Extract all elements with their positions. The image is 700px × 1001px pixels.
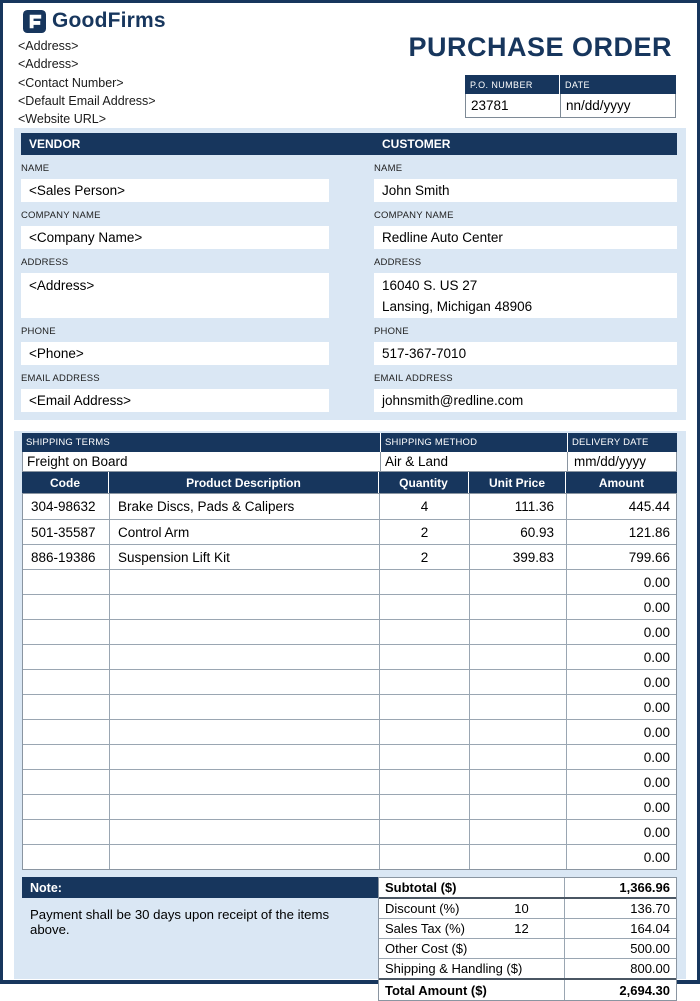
table-row-empty: [23, 819, 676, 844]
customer-address-field[interactable]: [374, 273, 677, 318]
subtotal-row: [379, 878, 676, 899]
item-description-cell[interactable]: [109, 645, 379, 669]
item-unit-price-cell[interactable]: [469, 620, 566, 644]
shipping-values-row: [22, 452, 677, 472]
po-date-field[interactable]: nn/dd/yyyy: [566, 98, 631, 113]
col-header-quantity: Quantity: [378, 472, 468, 493]
item-description-cell[interactable]: [109, 620, 379, 644]
item-unit-price-cell[interactable]: [469, 820, 566, 844]
item-description-cell[interactable]: [109, 670, 379, 694]
subtotal-label-text: Subtotal ($): [385, 880, 457, 895]
item-quantity-cell[interactable]: [379, 820, 469, 844]
item-amount-cell: 0.00: [566, 795, 676, 819]
note-header: Note:: [22, 877, 378, 898]
item-code-cell[interactable]: [23, 645, 109, 669]
item-description-cell[interactable]: Control Arm: [109, 520, 379, 544]
item-unit-price-cell[interactable]: [469, 795, 566, 819]
vendor-name-field[interactable]: <Sales Person>: [21, 179, 329, 202]
brand-logo: [23, 9, 166, 33]
company-address-line: <Address>: [18, 57, 79, 72]
item-code-cell[interactable]: 501-35587: [31, 524, 96, 540]
item-quantity-cell[interactable]: [379, 770, 469, 794]
vendor-email-label: EMAIL ADDRESS: [21, 373, 100, 384]
table-row-empty: [23, 644, 676, 669]
item-code-cell[interactable]: 886-19386: [31, 549, 96, 565]
parties-header-bar: [21, 133, 677, 155]
total-amount-label-text: Total Amount ($): [385, 982, 487, 998]
item-quantity-cell[interactable]: 4: [379, 494, 469, 519]
item-unit-price-cell[interactable]: [469, 595, 566, 619]
item-amount-cell: 0.00: [566, 620, 676, 644]
total-amount-label: [379, 980, 564, 1000]
discount-row: [379, 899, 676, 919]
table-row-empty: [23, 619, 676, 644]
customer-address-label: ADDRESS: [374, 257, 422, 268]
item-quantity-cell[interactable]: [379, 595, 469, 619]
item-unit-price-cell[interactable]: [469, 720, 566, 744]
note-text: Payment shall be 30 days upon receipt of the items above.: [30, 907, 330, 937]
other-cost-row: [379, 939, 676, 959]
item-code-cell[interactable]: [23, 595, 109, 619]
table-row-empty: [23, 794, 676, 819]
item-amount-cell: 445.44: [566, 494, 676, 519]
customer-phone-field[interactable]: 517-367-7010: [374, 342, 677, 365]
items-table-header: [22, 472, 677, 493]
table-row-empty: [23, 719, 676, 744]
item-quantity-cell[interactable]: [379, 745, 469, 769]
shipping-method-field[interactable]: Air & Land: [380, 452, 567, 471]
company-info-block: [18, 37, 156, 128]
delivery-date-field[interactable]: mm/dd/yyyy: [567, 452, 676, 471]
table-row-empty: [23, 669, 676, 694]
customer-email-label: EMAIL ADDRESS: [374, 373, 453, 384]
item-description-cell[interactable]: [109, 820, 379, 844]
item-quantity-cell[interactable]: [379, 695, 469, 719]
table-row: [23, 494, 676, 519]
discount-amount: 136.70: [564, 899, 676, 918]
item-amount-cell: 0.00: [566, 695, 676, 719]
brand-name: GoodFirms: [52, 9, 166, 32]
po-number-date-box: [465, 75, 676, 118]
vendor-company-field[interactable]: <Company Name>: [21, 226, 329, 249]
customer-header: CUSTOMER: [382, 137, 451, 151]
item-quantity-cell[interactable]: [379, 845, 469, 869]
sales-tax-row: [379, 919, 676, 939]
customer-name-label: NAME: [374, 163, 403, 174]
customer-company-field[interactable]: Redline Auto Center: [374, 226, 677, 249]
other-cost-label: [379, 939, 564, 958]
item-unit-price-cell[interactable]: [469, 645, 566, 669]
item-description-cell[interactable]: [109, 720, 379, 744]
company-address-line: <Address>: [18, 39, 79, 53]
items-panel: [14, 431, 686, 998]
sales-tax-label-text: Sales Tax (%): [385, 921, 465, 936]
item-quantity-cell[interactable]: [379, 795, 469, 819]
item-unit-price-cell[interactable]: [469, 695, 566, 719]
item-description-cell[interactable]: Brake Discs, Pads & Calipers: [109, 494, 379, 519]
item-code-cell[interactable]: [23, 795, 109, 819]
item-unit-price-cell[interactable]: [469, 770, 566, 794]
company-website-line: <Website URL>: [18, 112, 107, 127]
item-unit-price-cell[interactable]: 111.36: [469, 494, 566, 519]
vendor-name-label: NAME: [21, 163, 50, 174]
item-code-cell[interactable]: [23, 845, 109, 869]
item-code-cell[interactable]: 304-98632: [31, 499, 96, 514]
vendor-address-field[interactable]: [21, 273, 329, 318]
goodfirms-logo-icon: [23, 10, 46, 33]
item-amount-cell: 0.00: [566, 820, 676, 844]
item-quantity-cell[interactable]: 2: [379, 520, 469, 544]
table-row-empty: [23, 569, 676, 594]
table-row-empty: [23, 744, 676, 769]
item-description-cell[interactable]: [109, 795, 379, 819]
shipping-method-label: SHIPPING METHOD: [380, 433, 567, 452]
discount-label: [379, 899, 564, 918]
item-amount-cell: 0.00: [566, 745, 676, 769]
shipping-terms-label: SHIPPING TERMS: [26, 437, 110, 448]
item-unit-price-cell[interactable]: [469, 670, 566, 694]
vendor-address-line1: <Address>: [29, 278, 95, 293]
item-amount-cell: 0.00: [566, 570, 676, 594]
shipping-handling-label-text: Shipping & Handling ($): [385, 961, 523, 976]
item-description-cell[interactable]: [109, 745, 379, 769]
item-amount-cell: 0.00: [566, 720, 676, 744]
table-row-empty: [23, 769, 676, 794]
item-unit-price-cell[interactable]: [469, 570, 566, 594]
item-description-cell[interactable]: [109, 570, 379, 594]
customer-phone-label: PHONE: [374, 326, 409, 337]
po-number-field[interactable]: 23781: [466, 94, 561, 117]
item-code-cell[interactable]: [23, 745, 109, 769]
item-code-cell[interactable]: [23, 820, 109, 844]
parties-panel: [14, 128, 686, 420]
customer-column: [374, 155, 677, 412]
item-unit-price-cell[interactable]: 60.93: [469, 520, 566, 544]
item-amount-cell: 121.86: [566, 520, 676, 544]
item-description-cell[interactable]: [109, 695, 379, 719]
vendor-header: VENDOR: [29, 137, 81, 151]
item-quantity-cell[interactable]: [379, 620, 469, 644]
shipping-handling-amount[interactable]: 800.00: [564, 959, 676, 978]
discount-label-text: Discount (%): [385, 901, 460, 916]
item-unit-price-cell[interactable]: [469, 845, 566, 869]
col-header-amount: Amount: [565, 472, 677, 493]
delivery-date-label: DELIVERY DATE: [567, 433, 677, 452]
po-number-label: P.O. NUMBER: [465, 75, 560, 94]
item-amount-cell: 799.66: [566, 545, 676, 569]
item-quantity-cell[interactable]: [379, 720, 469, 744]
vendor-phone-field[interactable]: <Phone>: [21, 342, 329, 365]
vendor-column: [21, 155, 374, 412]
item-amount-cell: 0.00: [566, 595, 676, 619]
customer-company-label: COMPANY NAME: [374, 210, 454, 221]
item-code-cell[interactable]: [23, 670, 109, 694]
table-row: [23, 519, 676, 544]
item-code-cell[interactable]: [23, 695, 109, 719]
discount-rate-field[interactable]: 10: [514, 901, 529, 916]
sales-tax-rate-field[interactable]: 12: [514, 921, 529, 936]
item-quantity-cell[interactable]: [379, 670, 469, 694]
total-amount-row: [379, 980, 676, 1000]
items-table-body: [22, 493, 677, 870]
shipping-handling-label: [379, 959, 564, 978]
item-amount-cell: 0.00: [566, 845, 676, 869]
vendor-address-label: ADDRESS: [21, 257, 69, 268]
item-code-cell[interactable]: [23, 720, 109, 744]
item-code-cell[interactable]: [23, 570, 109, 594]
vendor-phone-label: PHONE: [21, 326, 56, 337]
table-row-empty: [23, 844, 676, 869]
item-unit-price-cell[interactable]: 399.83: [469, 545, 566, 569]
customer-address-line2: Lansing, Michigan 48906: [382, 299, 533, 314]
item-quantity-cell[interactable]: 2: [379, 545, 469, 569]
page-title: PURCHASE ORDER: [408, 32, 672, 62]
item-amount-cell: 0.00: [566, 770, 676, 794]
item-description-cell[interactable]: [109, 770, 379, 794]
vendor-email-field[interactable]: <Email Address>: [21, 389, 329, 412]
table-row-empty: [23, 694, 676, 719]
item-description-cell[interactable]: [109, 845, 379, 869]
other-cost-label-text: Other Cost ($): [385, 941, 468, 956]
shipping-terms-field[interactable]: Freight on Board: [27, 454, 128, 469]
item-unit-price-cell[interactable]: [469, 745, 566, 769]
customer-name-field[interactable]: John Smith: [374, 179, 677, 202]
company-contact-line: <Contact Number>: [18, 75, 124, 90]
table-row-empty: [23, 594, 676, 619]
sales-tax-amount: 164.04: [564, 919, 676, 938]
item-amount-cell: 0.00: [566, 645, 676, 669]
col-header-code: Code: [50, 475, 80, 490]
item-description-cell[interactable]: Suspension Lift Kit: [109, 545, 379, 569]
vendor-company-label: COMPANY NAME: [21, 210, 101, 221]
customer-address-line1: 16040 S. US 27: [382, 278, 478, 293]
item-quantity-cell[interactable]: [379, 645, 469, 669]
po-date-label: DATE: [565, 79, 590, 90]
subtotal-amount: 1,366.96: [564, 878, 676, 897]
sales-tax-label: [379, 919, 564, 938]
other-cost-amount[interactable]: 500.00: [564, 939, 676, 958]
table-row: [23, 544, 676, 569]
col-header-description: Product Description: [108, 472, 378, 493]
item-code-cell[interactable]: [23, 620, 109, 644]
item-code-cell[interactable]: [23, 770, 109, 794]
note-section: [22, 877, 378, 1001]
shipping-header-bar: [22, 433, 677, 452]
shipping-handling-row: [379, 959, 676, 980]
bottom-section: [22, 877, 677, 1001]
item-description-cell[interactable]: [109, 595, 379, 619]
item-amount-cell: 0.00: [566, 670, 676, 694]
total-amount-value: 2,694.30: [564, 980, 676, 1000]
customer-email-field[interactable]: johnsmith@redline.com: [374, 389, 677, 412]
item-quantity-cell[interactable]: [379, 570, 469, 594]
subtotal-label: [379, 878, 564, 897]
totals-table: [378, 877, 677, 1001]
col-header-unit-price: Unit Price: [468, 472, 565, 493]
company-email-line: <Default Email Address>: [18, 93, 156, 108]
